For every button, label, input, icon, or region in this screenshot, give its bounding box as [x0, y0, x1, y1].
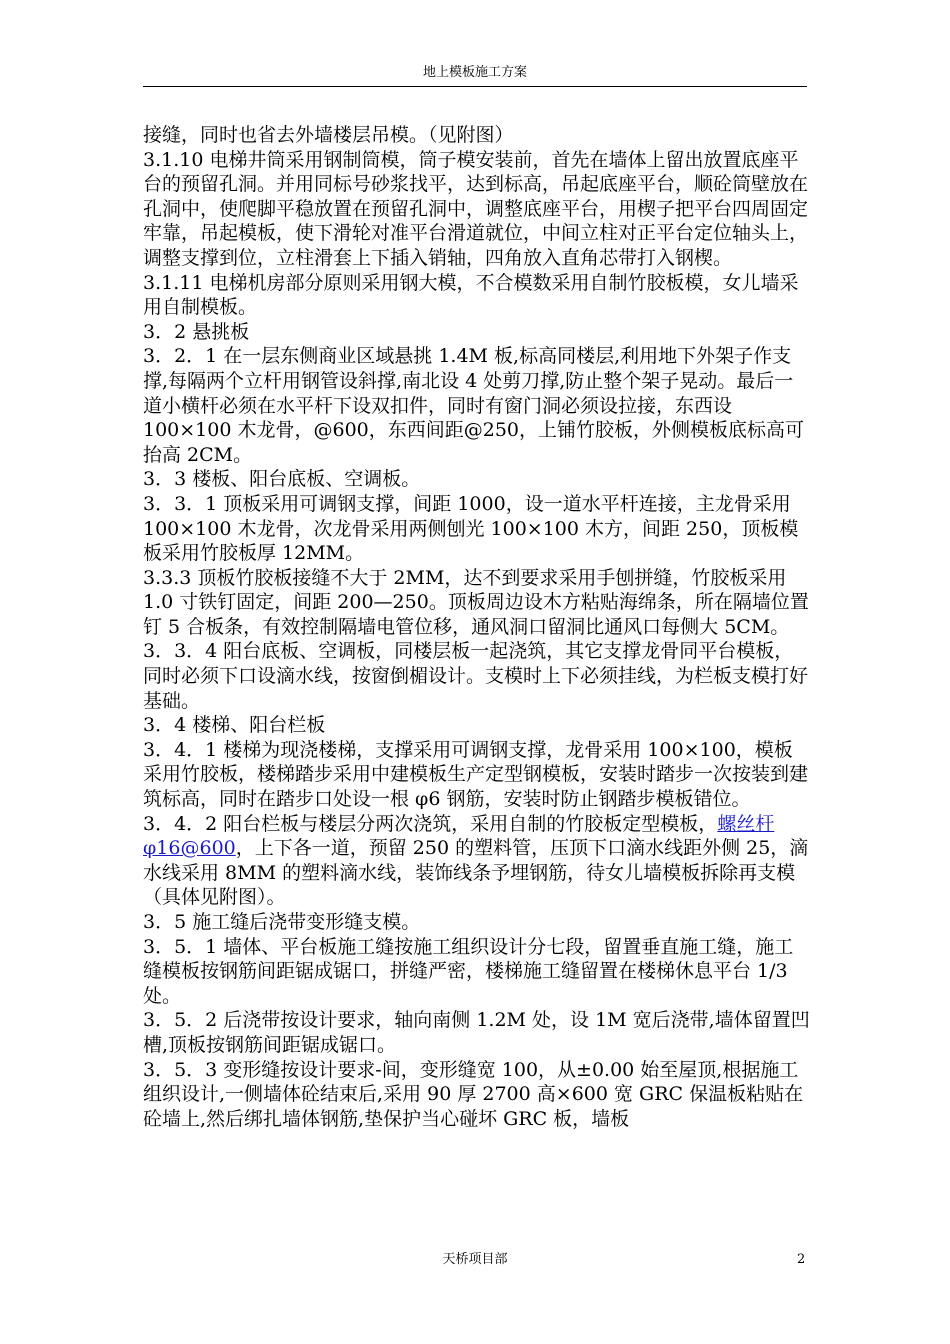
section-heading: 3．3 楼板、阳台底板、空调板。 — [143, 468, 421, 491]
document-body — [143, 123, 811, 1131]
paragraph: 3．5．3 变形缝按设计要求-间，变形缝宽 100，从±0.00 始至屋顶,根据施工组织设计,一侧墙体砼结束后,采用 90 厚 2700 高×600 宽 GRC 保温板粘贴在砼墙上,然后绑扎墙体钢筋,垫保护当心碰坏 GRC 板，墙板 — [143, 1058, 804, 1130]
section-heading: 3．4 楼梯、阳台栏板 — [143, 714, 326, 737]
paragraph: 3．5．2 后浇带按设计要求，轴向南侧 1.2M 处，设 1M 宽后浇带,墙体留置凹槽,顶板按钢筋间距锯成锯口。 — [143, 1009, 810, 1056]
paragraph — [143, 812, 811, 910]
paragraph: 接缝，同时也省去外墙楼层吊模。（见附图） — [143, 124, 514, 146]
paragraph-text: ，上下各一道，预留 250 的塑料管，压顶下口滴水线距外侧 25，滴水线采用 8MM 的塑料滴水线，装饰线条予埋钢筋，待女儿墙模板拆除再支模（具体见附图）。 — [143, 837, 809, 909]
paragraph: 3.1.11 电梯机房部分原则采用钢大模，不合模数采用自制竹胶板模，女儿墙采用自制模板。 — [143, 271, 799, 319]
section-heading: 3．2 悬挑板 — [143, 320, 250, 343]
page-number: 2 — [797, 1252, 806, 1267]
paragraph: 3.3.3 顶板竹胶板接缝不大于 2MM，达不到要求采用手刨拼缝，竹胶板采用 1.0 寸铁钉固定，间距 200—250。顶板周边设木方粘贴海绵条，所在隔墙位置钉 5 合板条，有效控制隔墙电管位移，通风洞口留洞比通风口每侧大 5CM。 — [143, 566, 809, 638]
header-title: 地上模板施工方案 — [422, 65, 527, 80]
paragraph: 3．5．1 墙体、平台板施工缝按施工组织设计分七段，留置垂直施工缝，施工缝模板按钢筋间距锯成锯口，拼缝严密，楼梯施工缝留置在楼梯休息平台 1/3 处。 — [143, 935, 794, 1007]
hyperlink-screw-rod[interactable]: 螺丝杆 φ16@600 — [143, 812, 775, 860]
paragraph: 3．2．1 在一层东侧商业区域悬挑 1.4M 板,标高同楼层,利用地下外架子作支撑,每隔两个立杆用钢管设斜撑,南北设 4 处剪刀撑,防止整个架子晃动。最后一道小横杆必须在水平杆下设双扣件，同时有窗门洞必须设拉接，东西设 100×100 木龙骨，@600，东西间距@250，上铺竹胶板，外侧模板底标高可抬高 2CM。 — [143, 345, 805, 466]
paragraph: 3．4．1 楼梯为现浇楼梯，支撑采用可调钢支撑，龙骨采用 100×100，模板采用竹胶板，楼梯踏步采用中建模板生产定型钢模板，安装时踏步一次按装到建筑标高，同时在踏步口处设一根 φ6 钢筋，安装时防止钢踏步模板错位。 — [143, 738, 809, 811]
paragraph: 3．3．4 阳台底板、空调板，同楼层板一起浇筑，其它支撑龙骨同平台模板，同时必须下口设滴水线，按窗倒楣设计。支模时上下必须挂线，为栏板支模打好基础。 — [143, 640, 809, 712]
footer-project: 天桥项目部 — [442, 1252, 508, 1267]
paragraph: 3.1.10 电梯井筒采用钢制筒模，筒子模安装前，首先在墙体上留出放置底座平台的预留孔洞。并用同标号砂浆找平，达到标高，吊起底座平台，顺砼筒壁放在孔洞中，使爬脚平稳放置在预留孔洞中，调整底座平台，用楔子把平台四周固定牢靠，吊起模板，使下滑轮对准平台滑道就位，中间立柱对正平台定位轴头上，调整支撑到位，立柱滑套上下插入销轴，四角放入直角芯带打入钢楔。 — [143, 148, 809, 269]
paragraph-text: 3．4．2 阳台栏板与楼层分两次浇筑，采用自制的竹胶板定型模板， — [143, 812, 718, 835]
section-heading: 3．5 施工缝后浇带变形缝支模。 — [143, 911, 421, 933]
page-header — [143, 64, 807, 87]
paragraph: 3．3．1 顶板采用可调钢支撑，间距 1000，设一道水平杆连接，主龙骨采用 100×100 木龙骨，次龙骨采用两侧刨光 100×100 木方，间距 250，顶板模板采用竹胶板厚 12MM。 — [143, 492, 799, 565]
